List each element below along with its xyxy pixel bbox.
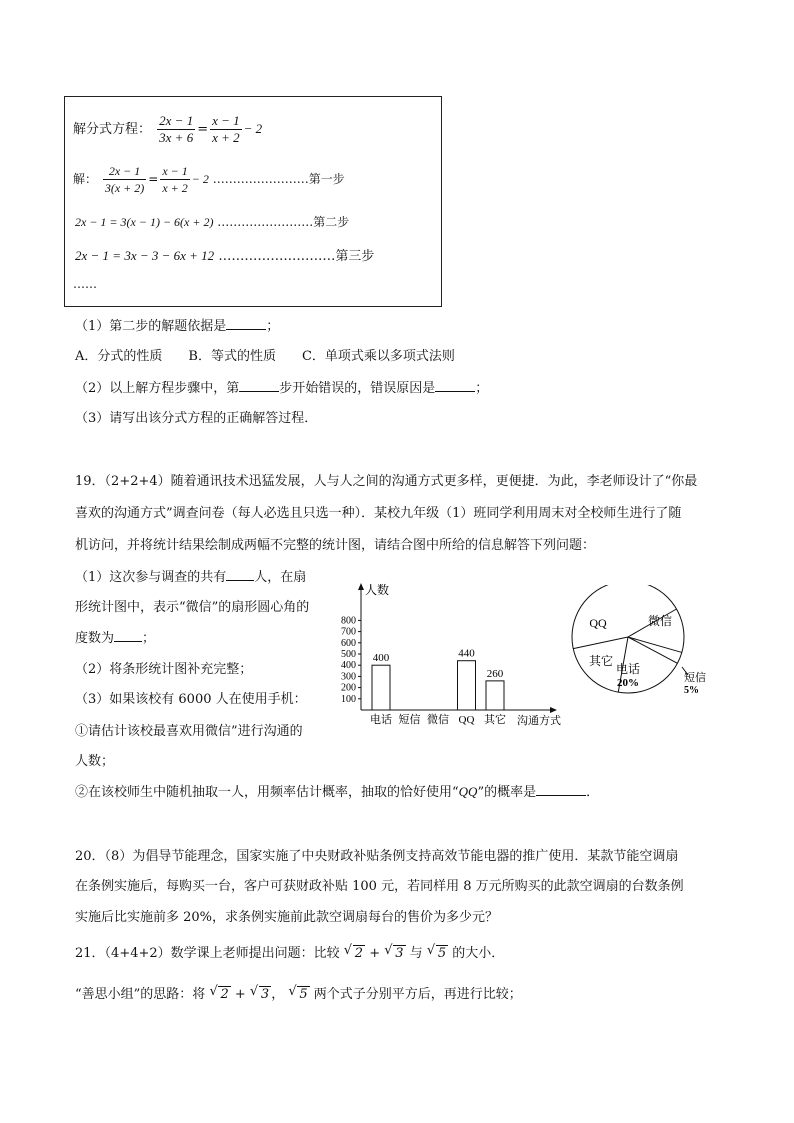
x-tick-label: 短信 <box>398 714 421 726</box>
q19-line: 19．（2+2+4）随着通讯技术迅猛发展，人与人之间的沟通方式更多样，更便捷．为此，李老师设计了“你最 <box>75 474 698 489</box>
pie-slice-label: 微信 <box>647 614 673 628</box>
sqrt: √ 2 <box>209 984 229 1002</box>
q19-sub2: （2）将条形统计图补充完整； <box>75 662 253 677</box>
sqrt: √ 3 <box>249 984 270 1002</box>
bar <box>486 681 504 710</box>
answer-blank[interactable] <box>226 317 266 330</box>
pie-slice-label: 短信 <box>684 672 706 684</box>
sqrt: √ 5 <box>288 984 308 1002</box>
bar <box>458 661 476 710</box>
equation-line: 解分式方程： $\frac{2x - 1}{3x + 6}$ = $\frac{x - 1}{x + 2}$ − 2 <box>73 113 263 145</box>
fraction: $\frac{x - 1}{x + 2}$ <box>212 113 240 145</box>
pie-slice-pct: 20% <box>617 677 639 689</box>
equation-tail: − 2 <box>243 121 263 136</box>
y-tick-label: 300 <box>341 671 356 683</box>
sqrt: √ 3 <box>384 943 404 961</box>
x-tick-label: 微信 <box>427 714 449 726</box>
q21-line1: 21．（4+4+2）数学课上老师提出问题：比较 √ 2 + √ 3 与 √ 5 的大小． <box>75 943 505 961</box>
leader-dots: ……………………… <box>218 249 336 264</box>
q19-sub3: （3）如果该校有 6000 人在使用手机： <box>75 692 307 707</box>
y-tick-label: 100 <box>341 693 356 705</box>
y-tick-label: 600 <box>341 637 356 649</box>
q19-sub3-1-end: 人数； <box>75 754 115 769</box>
leader-dots: …………………… <box>217 215 314 229</box>
q18-options: A．分式的性质 B．等式的性质 C．单项式乘以多项式法则 <box>75 349 455 364</box>
y-tick-label: 700 <box>341 626 356 638</box>
y-tick-label: 200 <box>341 682 356 694</box>
equation-prompt: 解分式方程： <box>73 122 152 137</box>
y-axis-arrow <box>358 583 364 590</box>
pie-slice-label: QQ <box>589 616 607 630</box>
bar-data-label: 260 <box>486 667 504 680</box>
q19-text: 形统计图中，表示“微信”的扇形圆心角的 <box>75 600 310 615</box>
q21-line2: “善思小组”的思路：将 √ 2 + √ 3 ， √ 5 两个式子分别平方后，再进行比较； <box>75 984 522 1002</box>
x-tick-label: QQ <box>458 714 475 726</box>
q19-line: 喜欢的沟通方式”调查问卷（每人必选且只选一种）．某校九年级（1）班同学利用周末对全校师生进行了随 <box>75 506 682 521</box>
step-2 <box>75 213 349 230</box>
step-equation: 2x − 1 = 3x − 3 − 6x + 12 <box>75 248 215 263</box>
pie-slice-pct: 5% <box>684 685 699 696</box>
step-label: 第三步 <box>335 249 375 264</box>
bar-chart <box>325 580 575 740</box>
step-3 <box>75 245 374 264</box>
q19-sub1: （1）这次参与调查的共有 人，在扇 <box>75 570 307 585</box>
x-tick-label: 电话 <box>370 714 392 726</box>
x-tick-label: 其它 <box>484 714 506 726</box>
q19-line: 机访问，并将统计结果绘制成两幅不完整的统计图，请结合图中所给的信息解答下列问题： <box>75 538 596 553</box>
x-axis-label: 沟通方式 <box>517 715 561 727</box>
answer-blank[interactable] <box>435 379 475 392</box>
q20-line: 实施后比实施前多 20%，求条例实施前此款空调扇每台的售价为多少元？ <box>75 910 499 925</box>
y-tick-label: 500 <box>341 649 356 660</box>
ellipsis: …… <box>73 277 97 291</box>
y-tick-label: 400 <box>341 660 356 672</box>
y-tick-label: 800 <box>341 615 356 627</box>
answer-blank[interactable] <box>114 629 142 642</box>
solution-prefix: 解： <box>73 172 98 186</box>
step-1: 解： $\frac{2x - 1}{3(x + 2)}$ = $\frac{x - 1}{x + 2}$ − 2 ……………………第一步 <box>73 164 345 195</box>
pie-slice-label: 电话 <box>615 662 641 676</box>
pie-chart <box>568 585 713 700</box>
sqrt: √ 2 <box>343 943 364 961</box>
q19-sub3-1: ①请估计该校最喜欢用微信”进行沟通的 <box>75 724 303 739</box>
fraction: $\frac{2x - 1}{3(x + 2)}$ <box>104 164 145 195</box>
bar-data-label: 400 <box>372 652 390 665</box>
q20-line: 20．（8）为倡导节能理念，国家实施了中央财政补贴条例支持高效节能电器的推广使用．某款节能空调扇 <box>75 849 679 864</box>
q20-line: 在条例实施后，每购买一台，客户可获财政补贴 100 元，若同样用 8 万元所购买的此款空调扇的台数条例 <box>75 879 684 894</box>
sqrt: √ 5 <box>426 943 447 961</box>
step-equation: 2x − 1 = 3(x − 1) − 6(x + 2) <box>75 215 214 229</box>
bar <box>372 665 390 710</box>
answer-blank[interactable] <box>239 379 279 392</box>
fraction: $\frac{2x - 1}{3x + 6}$ <box>159 113 194 145</box>
q18-sub2: （2）以上解方程步骤中，第 步开始错误的，错误原因是 ； <box>75 381 489 396</box>
step-label: 第一步 <box>308 172 345 186</box>
pie-slice-label: 其它 <box>588 654 614 668</box>
leader-dots: …………………… <box>212 172 309 186</box>
bar-data-label: 440 <box>458 647 475 660</box>
x-axis-arrow <box>550 707 557 713</box>
q18-sub3: （3）请写出该分式方程的正确解答过程． <box>75 411 318 426</box>
q19-sub1-end: 度数为 ； <box>75 631 156 646</box>
solution-box <box>64 96 442 307</box>
q19-sub3-2: ②在该校师生中随机抽取一人，用频率估计概率，抽取的恰好使用“QQ”的概率是 ． <box>75 784 600 800</box>
fraction: $\frac{x - 1}{x + 2}$ <box>162 164 188 195</box>
step-label: 第二步 <box>313 215 350 229</box>
answer-blank[interactable] <box>536 783 586 796</box>
answer-blank[interactable] <box>226 568 254 581</box>
q18-sub1: （1）第二步的解题依据是 ； <box>75 319 280 334</box>
y-axis-label: 人数 <box>365 583 390 597</box>
